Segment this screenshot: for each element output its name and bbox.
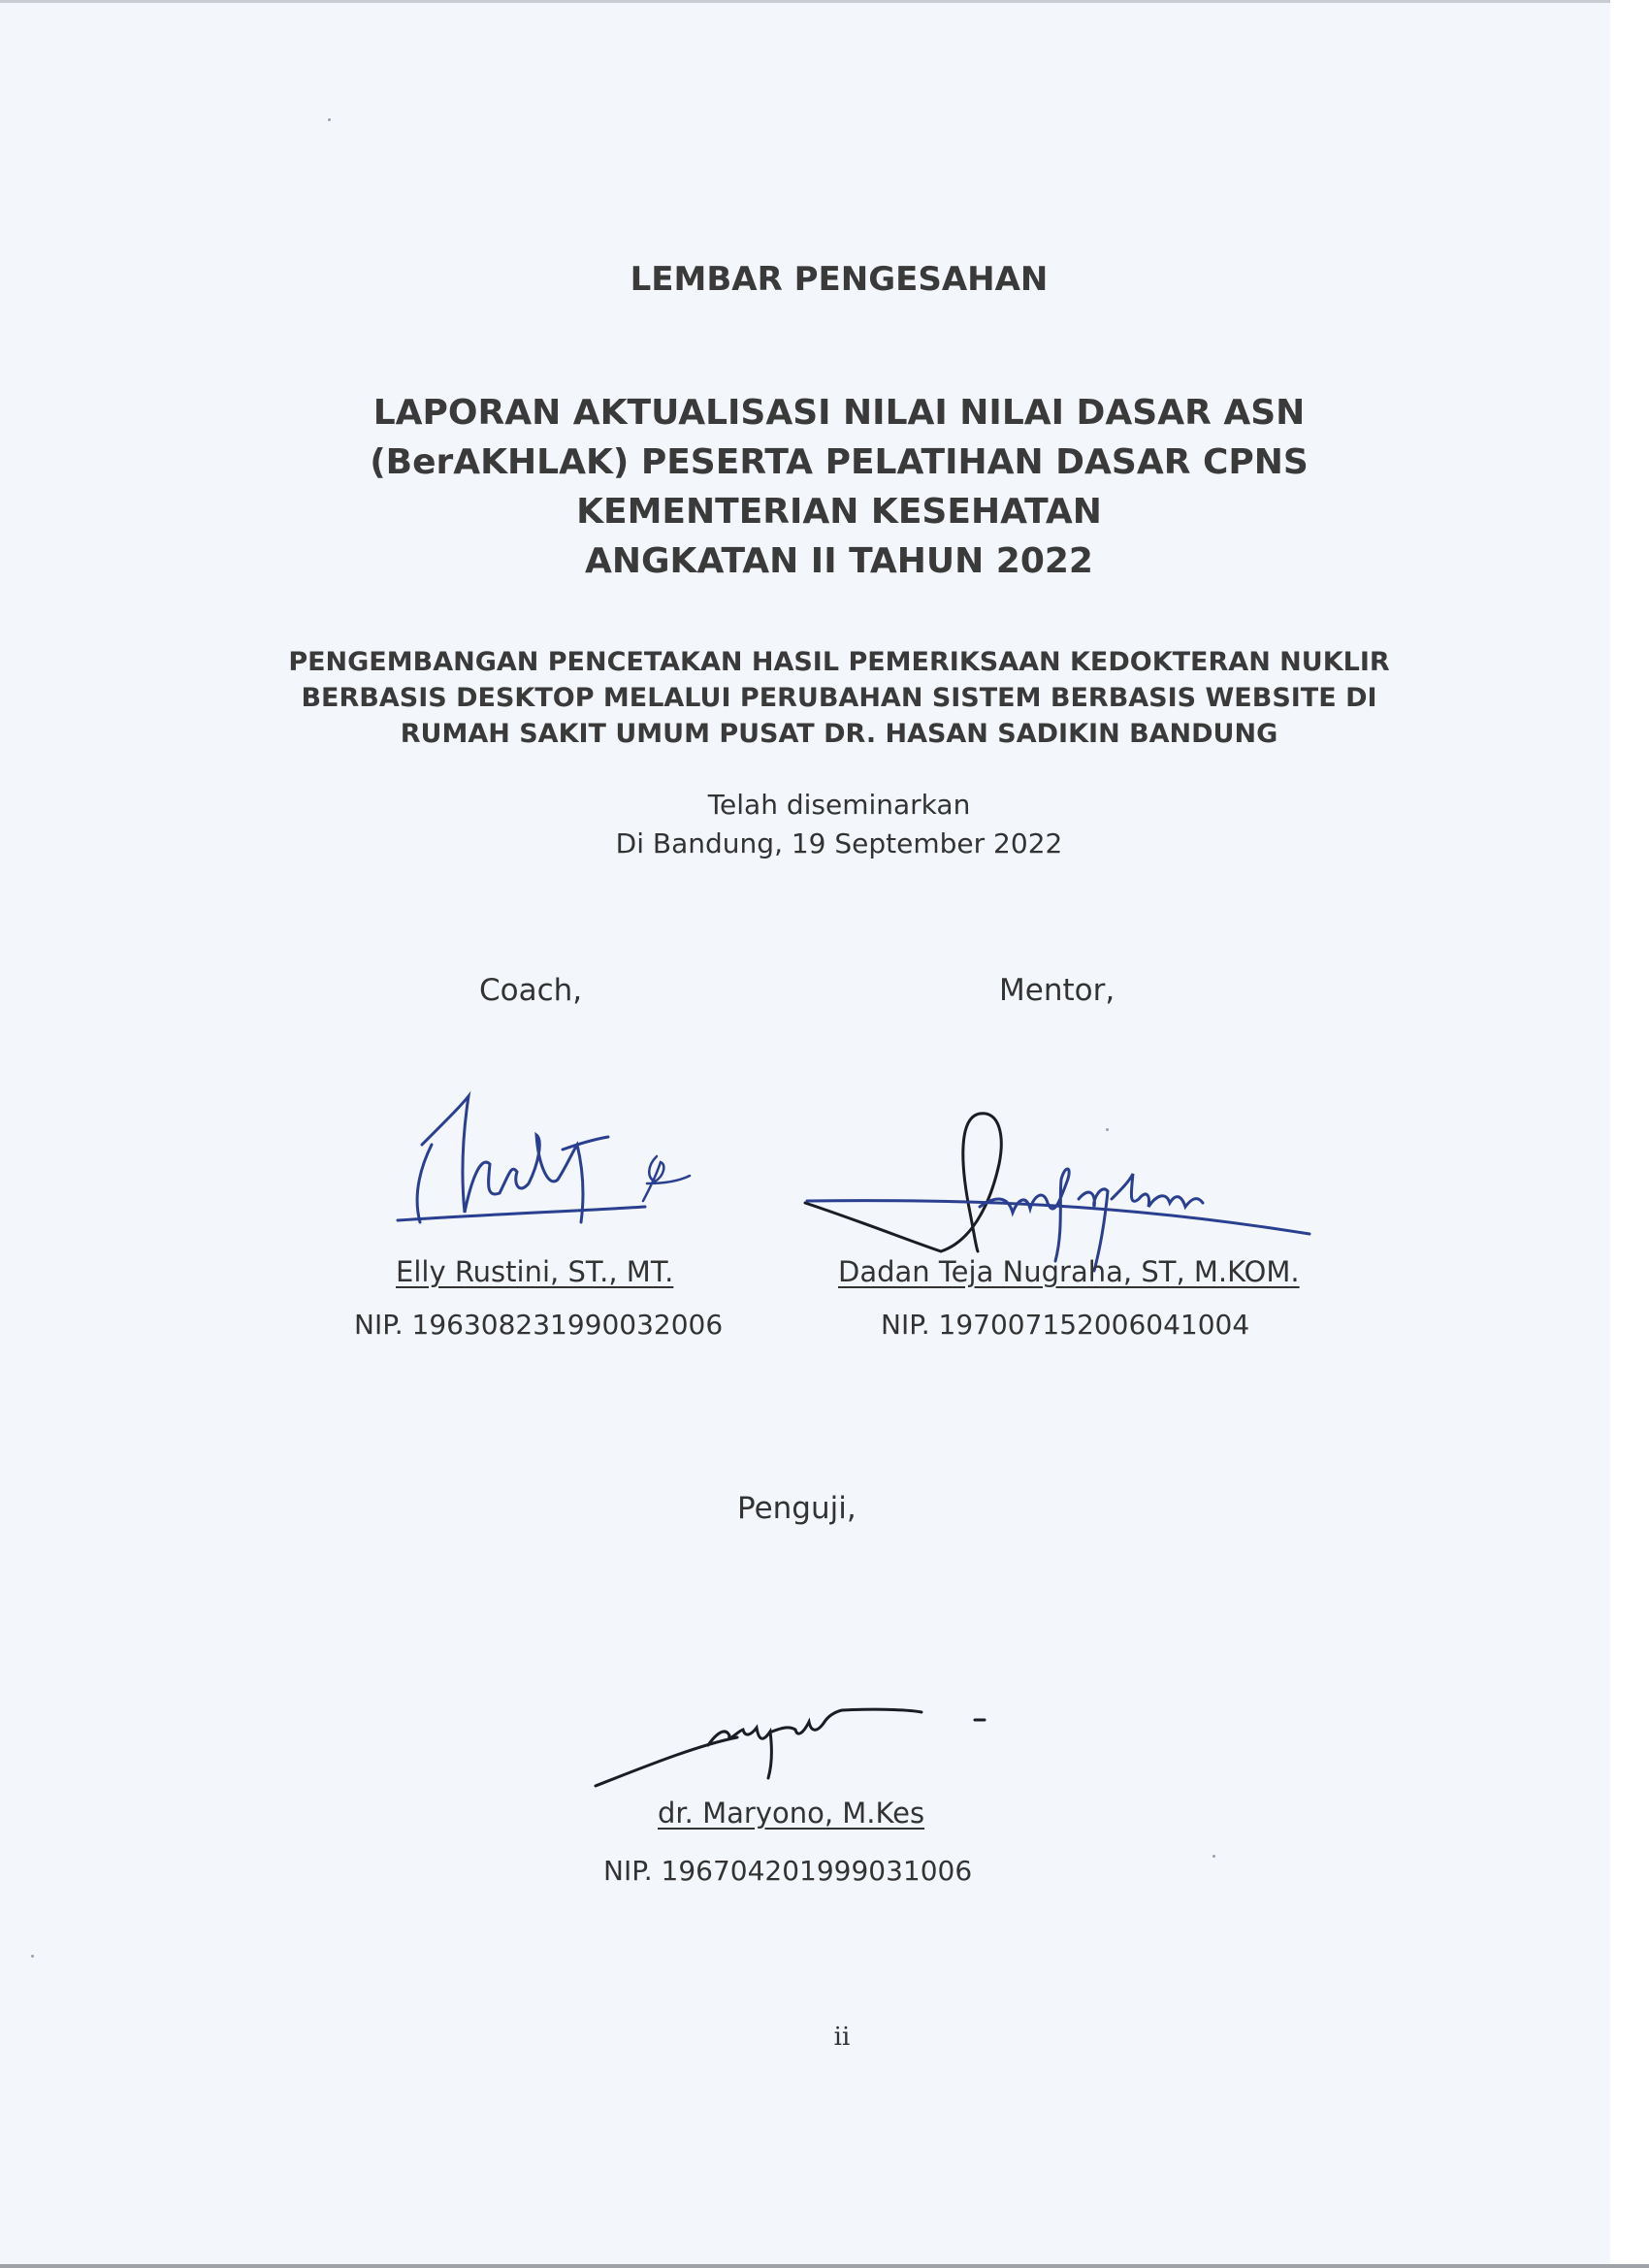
scan-edge-bottom: [0, 2264, 1649, 2268]
scan-edge-top: [0, 0, 1610, 3]
scan-speck: [31, 1955, 34, 1958]
mentor-label: Mentor,: [999, 973, 1116, 1008]
page-number: ii: [833, 2023, 851, 2052]
report-title-line: (BerAKHLAK) PESERTA PELATIHAN DASAR CPNS: [370, 442, 1309, 482]
report-title-line: ANGKATAN II TAHUN 2022: [585, 541, 1093, 581]
scan-speck: [1106, 1128, 1109, 1131]
mentor-nip: NIP. 197007152006041004: [881, 1309, 1250, 1341]
scan-speck: [328, 118, 331, 121]
examiner-name: dr. Maryono, M.Kes: [658, 1797, 925, 1830]
scan-speck: [1212, 1855, 1215, 1858]
report-title: [0, 388, 1649, 586]
examiner-nip: NIP. 196704201999031006: [603, 1855, 973, 1887]
report-title-line: KEMENTERIAN KESEHATAN: [576, 492, 1102, 532]
sheet-title: LEMBAR PENGESAHAN: [630, 260, 1049, 299]
topic-line: BERBASIS DESKTOP MELALUI PERUBAHAN SISTEM BERBASIS WEBSITE DI: [301, 683, 1377, 713]
topic-line: RUMAH SAKIT UMUM PUSAT DR. HASAN SADIKIN BANDUNG: [400, 719, 1278, 749]
mentor-name: Dadan Teja Nugraha, ST, M.KOM.: [838, 1255, 1300, 1288]
examiner-label: Penguji,: [737, 1491, 857, 1526]
seminar-date: Di Bandung, 19 September 2022: [615, 827, 1063, 859]
mentor-signature: [805, 1106, 1319, 1280]
seminar-line: Telah diseminarkan: [707, 789, 971, 821]
report-title-line: LAPORAN AKTUALISASI NILAI NILAI DASAR ASN: [372, 393, 1306, 433]
topic-title: [0, 644, 1649, 752]
coach-label: Coach,: [479, 973, 583, 1008]
coach-signature: [393, 1086, 713, 1242]
coach-nip: NIP. 196308231990032006: [354, 1309, 724, 1341]
examiner-signature: [592, 1693, 989, 1795]
seminar-info: [0, 786, 1649, 863]
topic-line: PENGEMBANGAN PENCETAKAN HASIL PEMERIKSAAN KEDOKTERAN NUKLIR: [288, 647, 1390, 677]
coach-name: Elly Rustini, ST., MT.: [396, 1255, 674, 1288]
scan-edge-right: [1610, 0, 1649, 2268]
